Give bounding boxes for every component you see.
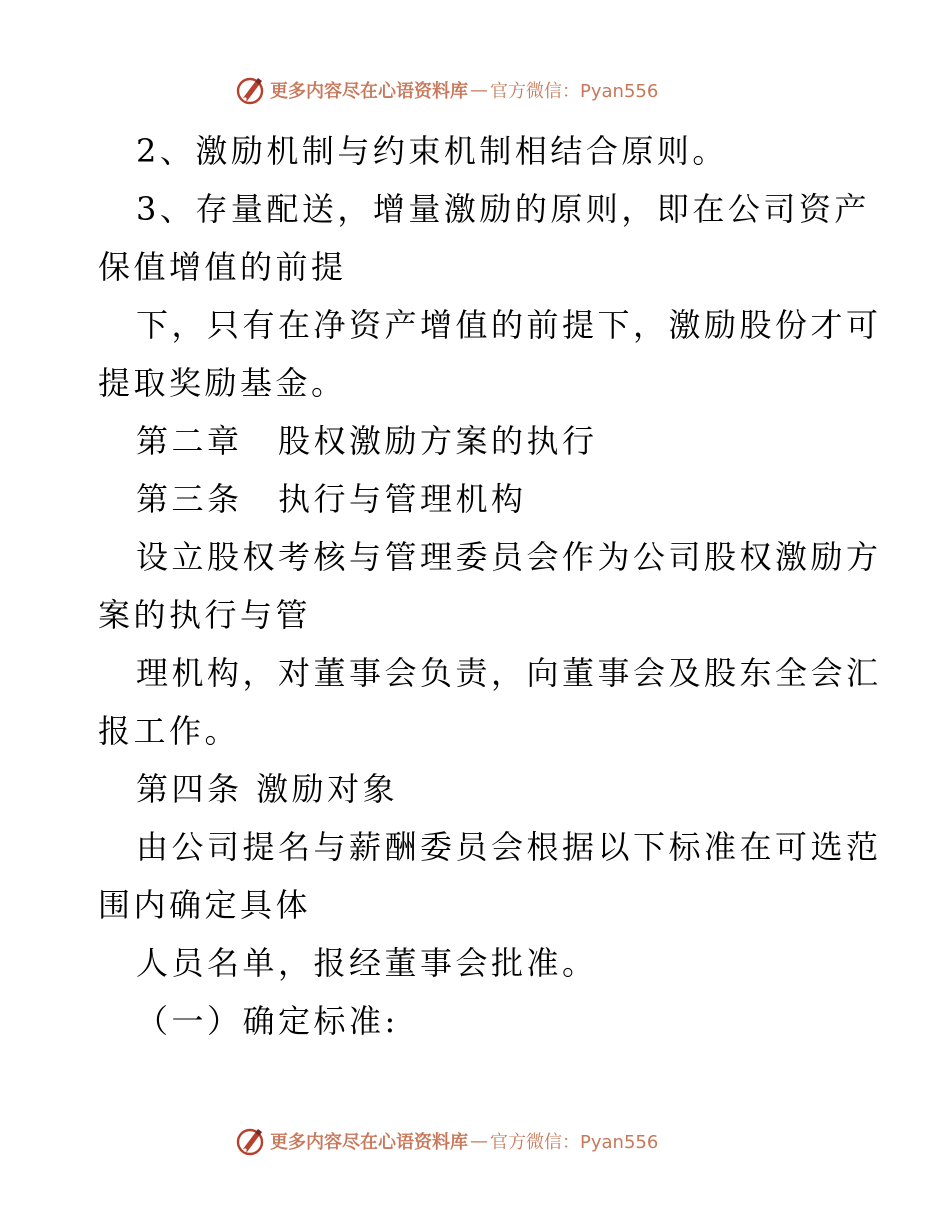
watermark-brand: 更多内容尽在心语资料库	[270, 1132, 468, 1153]
watermark-brand: 更多内容尽在心语资料库	[270, 81, 468, 102]
text-line: 理机构，对董事会负责，向董事会及股东全会汇	[136, 654, 882, 692]
watermark-separator: —	[470, 1130, 488, 1152]
article-heading: 第三条 执行与管理机构	[136, 480, 527, 518]
text-line: 保值增值的前提	[98, 248, 347, 286]
footer-watermark	[234, 1124, 754, 1158]
text-line: 设立股权考核与管理委员会作为公司股权激励方	[136, 538, 882, 576]
text-line: 案的执行与管	[98, 596, 312, 634]
text-line: 3、存量配送，增量激励的原则，即在公司资产	[136, 190, 870, 228]
chapter-heading: 第二章 股权激励方案的执行	[136, 422, 598, 460]
pen-logo-icon	[234, 74, 266, 106]
document-body	[98, 122, 882, 1050]
text-line: 围内确定具体	[98, 886, 312, 924]
sub-heading: （一）确定标准:	[136, 1002, 399, 1040]
text-line: 人员名单，报经董事会批准。	[136, 944, 598, 982]
header-watermark	[234, 73, 754, 107]
text-line: 提取奖励基金。	[98, 364, 347, 402]
text-line: 2、激励机制与约束机制相结合原则。	[136, 132, 728, 170]
watermark-wechat: 官方微信：Pyan556	[490, 81, 659, 102]
article-heading: 第四条 激励对象	[136, 770, 399, 808]
pen-logo-icon	[234, 1125, 266, 1157]
watermark-separator: —	[470, 79, 488, 101]
text-line: 报工作。	[98, 712, 241, 750]
watermark-wechat: 官方微信：Pyan556	[490, 1132, 659, 1153]
text-line: 由公司提名与薪酬委员会根据以下标准在可选范	[136, 828, 882, 866]
text-line: 下，只有在净资产增值的前提下，激励股份才可	[136, 306, 882, 344]
